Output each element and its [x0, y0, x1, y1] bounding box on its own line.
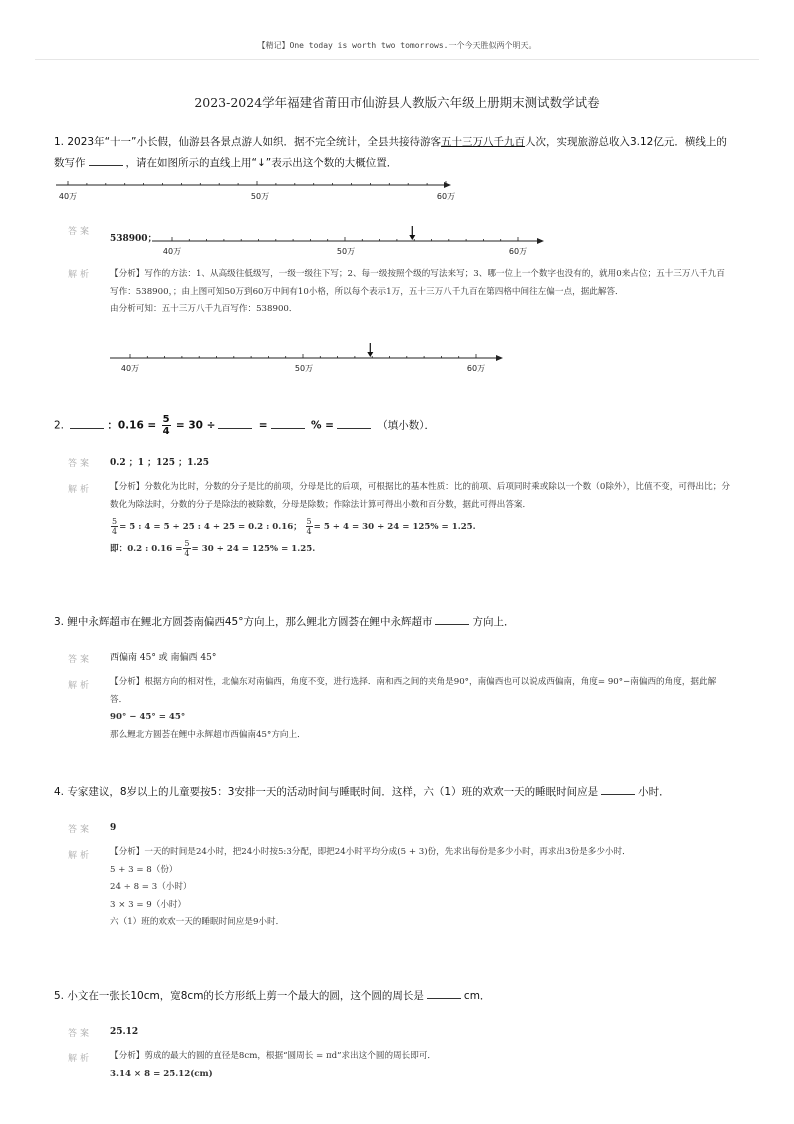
q1-analysis-text-1: 【分析】写作的方法：1、从高级往低级写，一级一级往下写；2、每一级按照个级的写法来写；3、哪一位上一个数字也没有的，就用0来占位；五十三万八千九百写作：538900，；由上图可知50万到60万中间有10小格，所以每个表示1万，五十三万八千九百在第四格中间往左偏一点，据此解答． — [110, 269, 725, 297]
q1-analysis-text-2: 由分析可知：五十三万八千九百写作：538900． — [110, 304, 298, 314]
page-title: 2023-2024学年福建省莆田市仙游县人教版六年级上册期末测试数学试卷 — [194, 95, 600, 110]
q2-ana-fraction-2: $\frac{5}{4}$ — [306, 517, 312, 536]
q2-blank-4[interactable] — [337, 417, 371, 429]
q3-analysis — [110, 674, 730, 744]
q2-blank-1[interactable] — [70, 417, 104, 429]
q2-analysis-label: 解析 — [68, 485, 93, 495]
q3-text-b: 方向上． — [472, 616, 515, 628]
q1-text-a: 2023年“十一”小长假，仙游县各景点游人如织．据不完全统计，全县共接待游客 — [67, 136, 441, 148]
q1-answer-label: 答案 — [68, 227, 93, 237]
q2-blank-2[interactable] — [218, 417, 252, 429]
q4-text-b: 小时． — [638, 786, 670, 798]
q2-part-5: （填小数）． — [377, 419, 436, 432]
q5-analysis-text-1: 【分析】剪成的最大的圆的直径是8cm，根据“圆周长 = πd”求出这个圆的周长即可． — [110, 1051, 437, 1061]
q4-analysis-text-4: 3 × 3 = 9（小时） — [110, 899, 187, 910]
q2-part-3: = — [258, 419, 268, 432]
q4-analysis-label: 解析 — [68, 851, 93, 861]
q3-analysis-text-3: 那么鲤北方圆荟在鲤中永辉超市西偏南45°方向上． — [110, 729, 306, 740]
q2-fraction: $\frac{5}{4}$ — [162, 414, 170, 437]
q2-answer-value: 0.2 ；1 ；125 ；1.25 — [110, 458, 210, 468]
q5-analysis-label: 解析 — [68, 1054, 93, 1064]
q1-number: 1. — [54, 136, 65, 148]
q4-analysis-text-5: 六（1）班的欢欢一天的睡眠时间应是9小时． — [110, 917, 285, 927]
q5-answer-value: 25.12 — [110, 1027, 139, 1037]
question-3 — [54, 612, 744, 633]
q4-blank[interactable] — [601, 783, 635, 795]
q1-label-50: 50万 — [250, 192, 270, 201]
q1-analysis-marker — [367, 343, 373, 357]
q4-answer-label: 答案 — [68, 825, 93, 835]
q1-analysis — [110, 266, 730, 319]
q3-blank[interactable] — [435, 613, 469, 625]
q4-number: 4. — [54, 786, 65, 798]
q2-analysis — [110, 479, 730, 558]
q1-answer-marker — [409, 226, 415, 240]
q2-answer — [110, 455, 730, 473]
q1-answer-value: 538900； — [110, 234, 157, 244]
q1-blank[interactable] — [89, 154, 123, 166]
q5-text-b: cm． — [463, 990, 491, 1002]
q1-label-60: 60万 — [436, 192, 456, 201]
q5-analysis-text-2: 3.14 × 8 = 25.12(cm) — [110, 1068, 213, 1079]
q4-analysis-text-3: 24 ÷ 8 = 3（小时） — [110, 882, 192, 892]
q1-ans-label-60: 60万 — [508, 247, 528, 256]
q1-label-40: 40万 — [58, 192, 78, 201]
q4-analysis-text-1: 【分析】一天的时间是24小时，把24小时按5:3分配，即把24小时平均分成(5 + 3)份，先求出每份是多少小时，再求出3份是多少小时． — [110, 847, 631, 857]
q2-number: 2. — [54, 419, 65, 432]
q1-number-line — [54, 178, 454, 204]
q4-answer-value: 9 — [110, 823, 117, 833]
q1-text-c: 数写作 — [54, 157, 86, 169]
q5-text-a: 小文在一张长10cm，宽8cm的长方形纸上剪一个最大的圆，这个圆的周长是 — [67, 990, 424, 1002]
question-4 — [54, 782, 744, 803]
q2-part-1: ：0.16 = — [107, 419, 157, 432]
q5-number: 5. — [54, 990, 65, 1002]
q3-analysis-text-1: 【分析】根据方向的相对性，北偏东对南偏西，角度不变，进行选择．南和西之间的夹角是90°，南偏西也可以说成西偏南，角度= 90°−南偏西的角度，据此解答． — [110, 677, 717, 705]
q4-analysis-text-2: 5 + 3 = 8（份） — [110, 864, 178, 875]
q4-analysis — [110, 844, 730, 932]
q4-answer — [110, 820, 730, 838]
q4-text-a: 专家建议，8岁以上的儿童要按5：3安排一天的活动时间与睡眠时间．这样，六（1）班的欢欢一天的睡眠时间应是 — [67, 786, 599, 798]
q1-analysis-label: 解析 — [68, 270, 93, 280]
q1-answer-number-line — [150, 224, 550, 258]
q1-marker-glyph: ↓ — [256, 157, 266, 169]
q3-analysis-label: 解析 — [68, 681, 93, 691]
q2-ana-fraction-3: $\frac{5}{4}$ — [184, 538, 190, 558]
q1-analysis-number-line — [108, 340, 508, 376]
q5-answer — [110, 1024, 730, 1042]
q1-axis-arrow — [444, 182, 451, 188]
q1-underlined-number: 五十三万八千九百 — [440, 136, 525, 148]
q2-part-2: = 30 ÷ — [175, 419, 216, 432]
q2-part-4: % = — [310, 419, 334, 432]
q1-text-b: 人次，实现旅游总收入3.12亿元．横线上的 — [524, 136, 727, 148]
q3-answer — [110, 650, 730, 668]
q3-number: 3. — [54, 616, 65, 628]
q2-analysis-line-3: 即：0.2 : 0.16 = $\frac{5}{4}$ = 30 ÷ 24 = 125% = 1.25. — [110, 538, 316, 558]
q5-answer-label: 答案 — [68, 1029, 93, 1039]
q1-text-e: ”表示出这个数的大概位置． — [265, 157, 398, 169]
header-motto: 【精记】One today is worth two tomorrows.一个今天胜似两个明天。 — [257, 41, 537, 50]
q1-ana-label-40: 40万 — [120, 364, 140, 373]
q3-text-a: 鲤中永辉超市在鲤北方圆荟南偏西45°方向上，那么鲤北方圆荟在鲤中永辉超市 — [67, 616, 433, 628]
question-5 — [54, 986, 744, 1007]
q2-ana-fraction-1: $\frac{5}{4}$ — [112, 517, 118, 536]
q1-ans-label-40: 40万 — [162, 247, 182, 256]
q1-ans-label-50: 50万 — [336, 247, 356, 256]
q1-ana-label-60: 60万 — [466, 364, 486, 373]
question-2 — [54, 414, 744, 437]
header-divider — [35, 59, 759, 60]
q5-analysis — [110, 1048, 730, 1083]
q5-blank[interactable] — [427, 987, 461, 999]
q2-answer-label: 答案 — [68, 459, 93, 469]
q3-answer-label: 答案 — [68, 655, 93, 665]
question-1 — [54, 132, 744, 174]
q1-ana-label-50: 50万 — [294, 364, 314, 373]
q3-answer-value: 西偏南 45° 或 南偏西 45° — [110, 653, 217, 663]
q2-blank-3[interactable] — [271, 417, 305, 429]
q1-text-d: ，请在如图所示的直线上用“ — [125, 157, 257, 169]
q3-analysis-text-2: 90° − 45° = 45° — [110, 712, 186, 722]
q2-analysis-line-2: $\frac{5}{4}$ = 5 : 4 = 5 ÷ 25 : 4 ÷ 25 = 0.2 : 0.16； $\frac{5}{4}$ = 5 ÷ 4 = 30 ÷ 24 = 125% = 1.25. — [112, 517, 476, 536]
q2-analysis-text-1: 【分析】分数化为比时，分数的分子是比的前项，分母是比的后项，可根据比的基本性质：比的前项、后项同时乘或除以一个数（0除外），比值不变，可得出比；分数化为除法时，分数的分子是除法的被除数，分母是除数；作除法计算可得出小数和百分数，据此可得出答案． — [110, 482, 730, 510]
